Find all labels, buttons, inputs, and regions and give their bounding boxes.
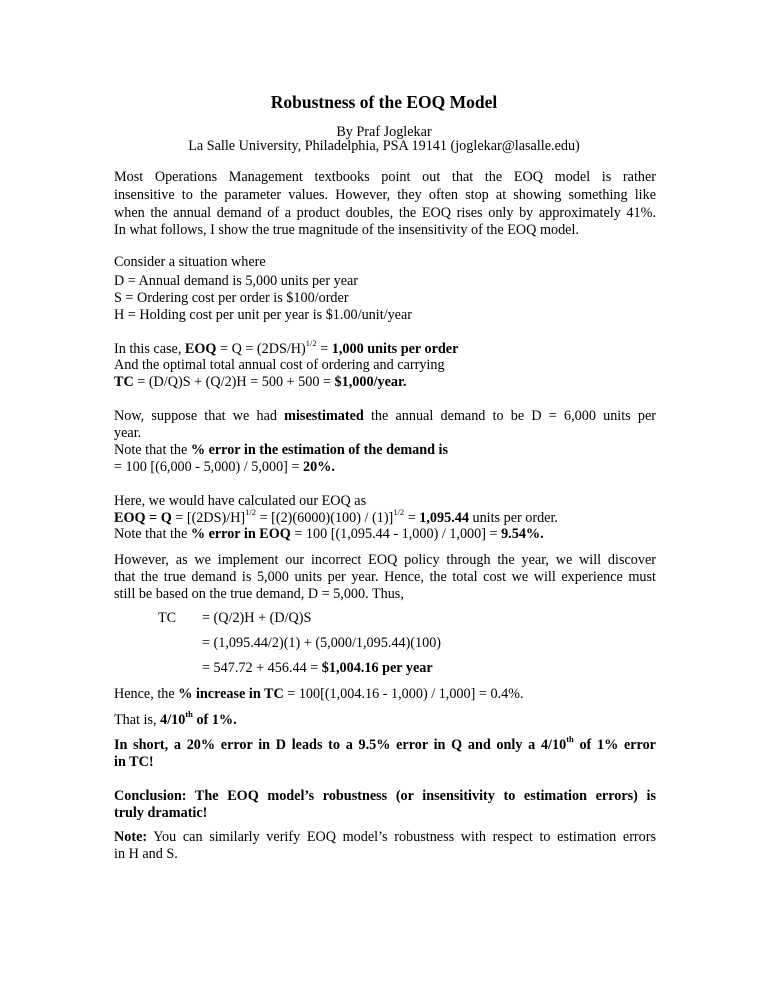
situation-lead: Consider a situation where: [114, 254, 266, 270]
tc-step: = 547.72 + 456.44 = $1,004.16 per year: [202, 660, 433, 676]
page-title: Robustness of the EOQ Model: [270, 92, 498, 112]
tc-increase-line: Hence, the % increase in TC = 100[(1,004.16 - 1,000) / 1,000] = 0.4%.: [114, 686, 524, 702]
tc-step: = (Q/2)H + (D/Q)S: [202, 610, 312, 626]
intro-line: In what follows, I show the true magnitude of the insensitivity of the EOQ model.: [114, 222, 579, 238]
param-demand: D = Annual demand is 5,000 units per year: [114, 273, 359, 289]
impl-line: still be based on the true demand, D = 5,000. Thus,: [114, 586, 404, 602]
impl-line: that the true demand is 5,000 units per year. Hence, the total cost we will experience must: [114, 569, 656, 585]
intro-line: insensitive to the parameter values. However, they often stop at showing something like: [114, 187, 656, 203]
author-line: By Praf Joglekar: [336, 124, 432, 140]
tc-step: = (1,095.44/2)(1) + (5,000/1,095.44)(100): [202, 635, 442, 651]
impl-line: However, as we implement our incorrect EOQ policy through the year, we will discover: [114, 552, 656, 568]
demand-error-value: = 100 [(6,000 - 5,000) / 5,000] = 20%.: [114, 459, 335, 475]
affiliation-line: La Salle University, Philadelphia, PSA 19141 (joglekar@lasalle.edu): [188, 138, 580, 154]
eoq-error-line: Note that the % error in EOQ = 100 [(1,095.44 - 1,000) / 1,000] = 9.54%.: [114, 526, 544, 542]
note-line: in H and S.: [114, 846, 178, 862]
param-holding: H = Holding cost per unit per year is $1.00/unit/year: [114, 307, 412, 323]
eoq-calc-line: EOQ = $Q = [(2DS)/H]^{1/2} = [(2)(6000)(100) / (1)]^{1/2} = 1,095.44$ units per order.: [114, 507, 558, 526]
tc-formula-line: TC = (D/Q)S + (Q/2)H = 500 + 500 = $1,000/year.: [114, 374, 407, 390]
summary-line: in TC!: [114, 754, 154, 770]
eoq-formula-line: In this case, EOQ = $Q = (2DS/H)^{1/2} = 1,000$ units per order: [114, 338, 459, 357]
intro-line: when the annual demand of a product doubles, the EOQ rises only by approximately 41%.: [114, 205, 656, 221]
misestimate-line: Now, suppose that we had misestimated the annual demand to be D = 6,000 units per: [114, 408, 656, 424]
conclusion-line: truly dramatic!: [114, 805, 208, 821]
summary-line: In short, a 20% error in D leads to a 9.5% error in Q and only a 4/10th of 1% error: [114, 734, 656, 753]
intro-line: Most Operations Management textbooks point out that the EOQ model is rather: [114, 169, 656, 185]
demand-error-line: Note that the % error in the estimation of the demand is: [114, 442, 449, 458]
param-ordering: S = Ordering cost per order is $100/order: [114, 290, 349, 306]
that-is-line: That is, 4/10th of 1%.: [114, 709, 237, 728]
cost-intro-line: And the optimal total annual cost of ordering and carrying: [114, 357, 445, 373]
tc-label: TC: [158, 610, 177, 626]
conclusion-line: Conclusion: The EOQ model’s robustness (or insensitivity to estimation errors) is: [114, 788, 656, 804]
misestimate-line: year.: [114, 425, 142, 441]
calc-intro-line: Here, we would have calculated our EOQ as: [114, 493, 367, 509]
note-line: Note: You can similarly verify EOQ model’s robustness with respect to estimation errors: [114, 829, 656, 845]
